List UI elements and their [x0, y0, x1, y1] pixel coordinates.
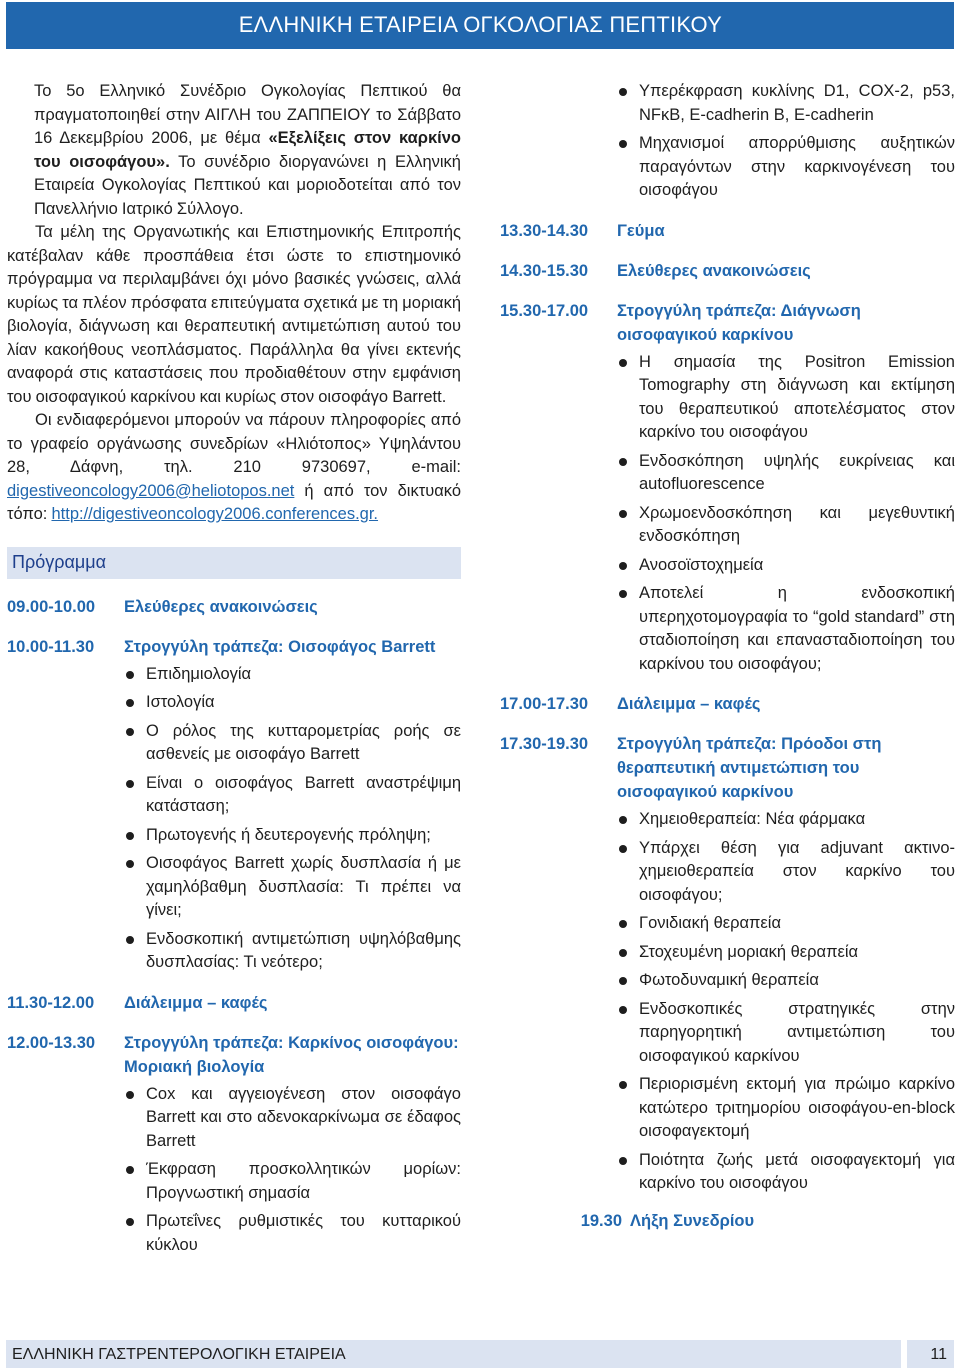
- session-topic: Πρωτογενής ή δευτερογενής πρόληψη;: [124, 824, 461, 848]
- session: [7, 1031, 461, 1079]
- session-time: 17.00-17.30: [500, 695, 589, 713]
- session-topic-list: [124, 663, 461, 975]
- session-topic: Χημειοθεραπεία: Νέα φάρμακα: [617, 808, 955, 832]
- session-title: Διάλειμμα – καφές: [124, 993, 268, 1012]
- intro-paragraph-1: [34, 80, 461, 221]
- continued-topic-list: [617, 80, 955, 203]
- closing-title: Λήξη Συνεδρίου: [630, 1211, 755, 1230]
- session-topic: Φωτοδυναμική θεραπεία: [617, 969, 955, 993]
- session-time: 10.00-11.30: [7, 637, 95, 656]
- session-title: Γεύμα: [617, 221, 665, 240]
- continued-topics: [500, 80, 955, 203]
- session-title: Ελεύθερες ανακοινώσεις: [617, 261, 811, 280]
- right-session-list: [500, 219, 955, 1196]
- session-title: Στρογγύλη τράπεζα: Καρκίνος οισοφάγου: Μοριακή βιολογία: [124, 1033, 459, 1076]
- session-time: 17.30-19.30: [500, 735, 589, 753]
- session-topic: Γονιδιακή θεραπεία: [617, 912, 955, 936]
- continued-topic: Υπερέκφραση κυκλίνης D1, COX-2, p53, NFκB, E-cadherin B, E-cadherin: [617, 80, 955, 127]
- session-topic: Υπάρχει θέση για adjuvant ακτινο-χημειοθεραπεία στον καρκίνο του οισοφάγου;: [617, 837, 955, 908]
- session-topic: Ιστολογία: [124, 691, 461, 715]
- session-time: 12.00-13.30: [7, 1033, 96, 1052]
- session-topic: Πρωτεΐνες ρυθμιστικές του κυτταρικού κύκλου: [124, 1210, 461, 1257]
- intro-paragraph-2: Τα μέλη της Οργανωτικής και Επιστημονικής Επιτροπής κατέβαλαν κάθε προσπάθεια έτσι ώστε το επιστημονικό πρόγραμμα να περιλαμβάνει όχι μόνο βασικές γνώσεις, αλλά κυρίως τα πλέον πρόσφατα επιτεύγματα σχετικά με τη μοριακή βιολογία, διάγνωση και θεραπευτική αντιμετώπιση αυτού του λίαν κακοήθους νεοπλάσματος. Παράλληλα θα γίνει εκτενής αναφορά στις καταστάσεις που προδιαθέτουν στην εμφάνιση του οισοφαγικού καρκίνου και κυρίως στον οισοφάγο Barrett.: [7, 223, 461, 406]
- session: [7, 635, 461, 659]
- session-topic: Ενδοσκόπηση υψηλής ευκρίνειας και autofluorescence: [617, 450, 955, 497]
- session-topic-list: [617, 351, 955, 677]
- page-header-title: ΕΛΛΗΝΙΚΗ ΕΤΑΙΡΕΙΑ ΟΓΚΟΛΟΓΙΑΣ ΠΕΠΤΙΚΟΥ: [238, 12, 722, 37]
- page-number: 11: [930, 1346, 947, 1363]
- intro-p3-text-mid: ή από τον δικτυακό τόπο:: [7, 481, 461, 523]
- session-topic: Στοχευμένη μοριακή θεραπεία: [617, 941, 955, 965]
- session-topic: Είναι ο οισοφάγος Barrett αναστρέψιμη κατάσταση;: [124, 772, 461, 819]
- continued-topic: Μηχανισμοί απορρύθμισης αυξητικών παραγόντων στην καρκινογένεση του οισοφάγου: [617, 132, 955, 203]
- session-title: Στρογγύλη τράπεζα: Πρόοδοι στη θεραπευτική αντιμετώπιση του οισοφαγικού καρκίνου: [617, 735, 882, 801]
- session-time: 13.30-14.30: [500, 221, 589, 240]
- closing-time: 19.30: [580, 1211, 622, 1230]
- session: [7, 595, 461, 619]
- session-topic: Χρωμοενδοσκόπηση και μεγεθυντική ενδοσκόπηση: [617, 502, 955, 549]
- session: [500, 692, 955, 716]
- session-topic-list: [617, 808, 955, 1196]
- session: [500, 299, 955, 347]
- right-column: [500, 80, 955, 1231]
- session-title: Διάλειμμα – καφές: [617, 695, 761, 713]
- session-title: Στρογγύλη τράπεζα: Οισοφάγος Barrett: [124, 637, 436, 656]
- session: [500, 219, 955, 243]
- session-topic: Περιορισμένη εκτομή για πρώιμο καρκίνο κατώτερο τριτημορίου οισοφάγου-en-block οισοφαγεκτομή: [617, 1073, 955, 1144]
- website-link[interactable]: http://digestiveoncology2006.conferences.gr.: [51, 505, 379, 523]
- intro-paragraph-3: [7, 409, 461, 527]
- left-session-list: [7, 595, 461, 1258]
- session-topic: Ποιότητα ζωής μετά οισοφαγεκτομή για καρκίνο του οισοφάγου: [617, 1149, 955, 1196]
- intro-p1-text-end: Το συνέδριο διοργανώνει η Ελληνική Εταιρεία Ογκολογίας Πεπτικού και μοριοδοτείται από τον Πανελλήνιο Ιατρικό Σύλλογο.: [34, 152, 461, 218]
- email-link[interactable]: digestiveoncology2006@heliotopos.net: [7, 481, 295, 500]
- session-topic: Cox και αγγειογένεση στον οισοφάγο Barrett και στο αδενοκαρκίνωμα σε έδαφος Barrett: [124, 1083, 461, 1154]
- program-heading: Πρόγραμμα: [7, 547, 461, 579]
- closing-session: [500, 1212, 955, 1231]
- session-topic: Ανοσοϊστοχημεία: [617, 554, 955, 578]
- session-time: 14.30-15.30: [500, 261, 589, 280]
- intro-p3-text: Οι ενδιαφερόμενοι μπορούν να πάρουν πληροφορίες από το γραφείο οργάνωσης συνεδρίων «Ηλιότοπος» Υψηλάντου 28, Δάφνη, τηλ. 210 9730697, e-mail:: [7, 411, 461, 476]
- session-title: Ελεύθερες ανακοινώσεις: [124, 597, 318, 616]
- session-topic: Έκφραση προσκολλητικών μορίων: Προγνωστική σημασία: [124, 1158, 461, 1205]
- session-topic: Ενδοσκοπική αντιμετώπιση υψηλόβαθμης δυσπλασίας: Τι νεότερο;: [124, 928, 461, 975]
- session-time: 15.30-17.00: [500, 301, 589, 320]
- session: [7, 991, 461, 1015]
- session-time: 11.30-12.00: [7, 993, 95, 1012]
- session: [500, 259, 955, 283]
- footer-society: ΕΛΛΗΝΙΚΗ ΓΑΣΤΡΕΝΤΕΡΟΛΟΓΙΚΗ ΕΤΑΙΡΕΙΑ: [12, 1346, 346, 1363]
- session-topic-list: [124, 1083, 461, 1258]
- session-topic: Ενδοσκοπικές στρατηγικές στην παρηγορητική αντιμετώπιση του οισοφαγικού καρκίνου: [617, 998, 955, 1069]
- session-topic: Οισοφάγος Barrett χωρίς δυσπλασία ή με χαμηλόβαθμη δυσπλασία: Τι πρέπει να γίνει;: [124, 852, 461, 923]
- session-topic: Η σημασία της Positron Emission Tomography στη διάγνωση και εκτίμηση του θεραπευτικού αποτελέσματος στον καρκίνο του οισοφάγου: [617, 351, 955, 445]
- intro-p1-bold: «Εξελίξεις στον καρκίνο του οισοφάγου».: [34, 129, 462, 171]
- session-topic: Αποτελεί η ενδοσκοπική υπερηχοτομογραφία το “gold standard” στη σταδιοποίηση και επανασταδιοποίηση του καρκίνου του οισοφάγου;: [617, 582, 955, 676]
- session-time: 09.00-10.00: [7, 597, 96, 616]
- session-topic: Ο ρόλος της κυτταρομετρίας ροής σε ασθενείς με οισοφάγο Barrett: [124, 720, 461, 767]
- intro-p1-text: Το 5ο Ελληνικό Συνέδριο Ογκολογίας Πεπτικού θα πραγματοποιηθεί στην ΑΙΓΛΗ του ΖΑΠΠΕΙΟΥ το Σάββατο 16 Δεκεμβρίου 2006, με θέμα: [34, 82, 461, 147]
- session-title: Στρογγύλη τράπεζα: Διάγνωση οισοφαγικού καρκίνου: [617, 301, 861, 344]
- session-topic: Επιδημιολογία: [124, 663, 461, 687]
- session: [500, 732, 955, 804]
- left-column: [7, 80, 461, 1262]
